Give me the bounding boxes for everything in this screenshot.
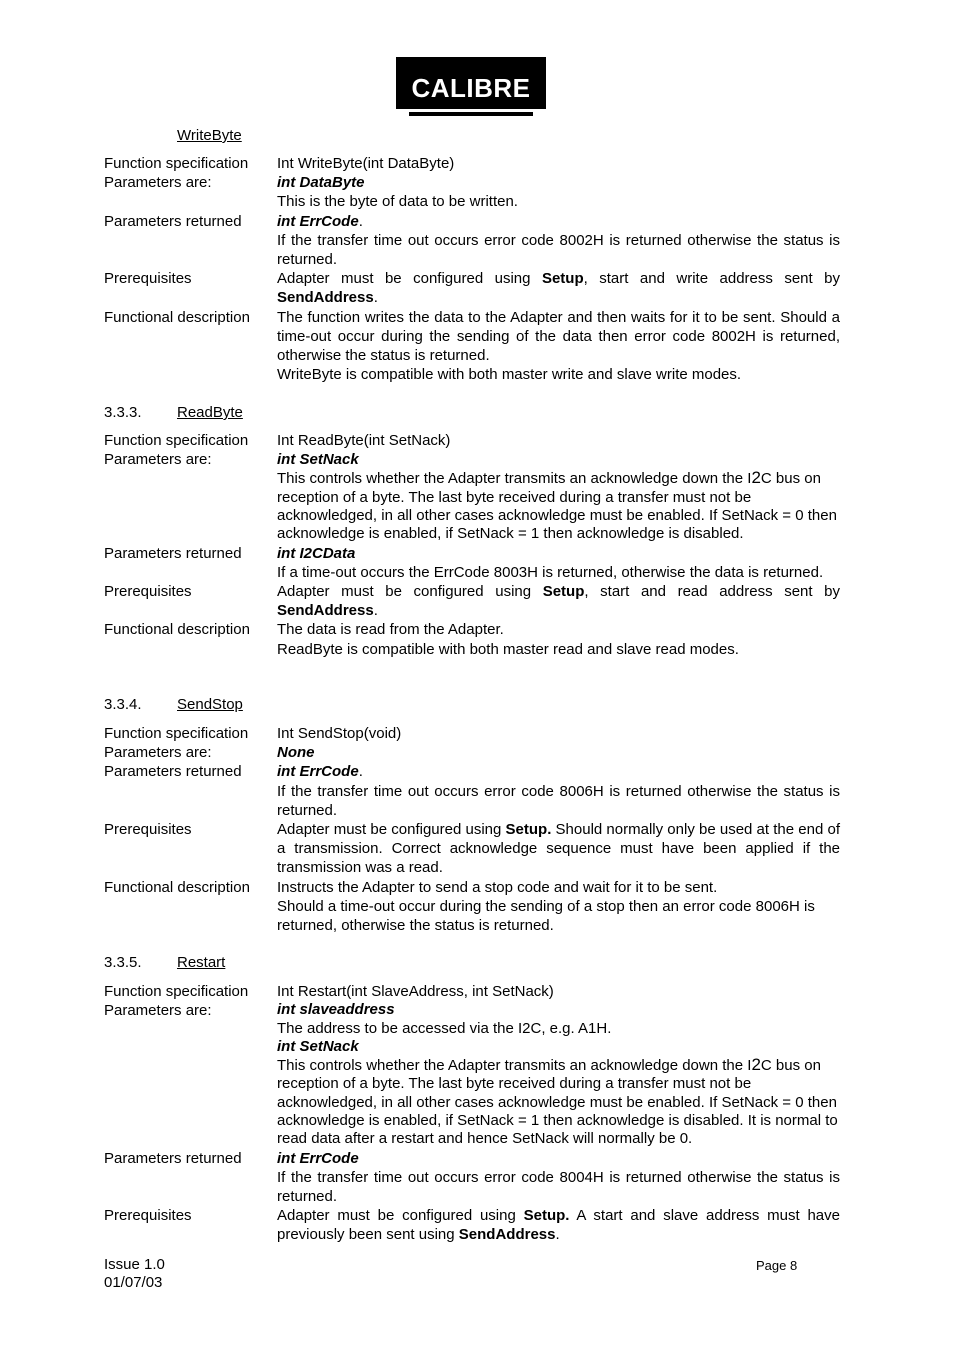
return-name: int ErrCode [277,212,359,230]
label-returned: Parameters returned [104,1149,242,1167]
func-desc-2: WriteByte is compatible with both master write and slave write modes. [277,366,742,384]
row-returned: Parameters returned int ErrCode. If the transfer time out occurs error code 8002H is returned otherwise the status is returned. [104,212,840,269]
label-returned: Parameters returned [104,212,242,230]
func-desc-1: The function writes the data to the Adapter and then waits for it to be sent. Should a time-out occur during the sending of the data then error code 8002H is returned, otherwise the status is returned. [277,308,840,365]
label-params: Parameters are: [104,174,212,192]
logo-underline [409,112,533,116]
prereq-text: Adapter must be configured using Setup. Should normally only be used at the end of a transmission. Correct acknowledge sequence must have been applied if the transmission was a read. [277,821,840,877]
label-returned: Parameters returned [104,544,242,562]
return-desc: If the transfer time out occurs error code 8004H is returned otherwise the status is returned. [277,1168,840,1205]
section-readbyte [104,431,840,659]
return-desc: If the transfer time out occurs error code 8006H is returned otherwise the status is returned. [277,782,840,819]
value-func-spec: Int WriteByte(int DataByte) [277,155,455,172]
heading-number: 3.3.4. [104,696,142,713]
label-prereq: Prerequisites [104,270,192,288]
heading-restart [104,954,225,972]
label-params: Parameters are: [104,1002,212,1020]
param1-name: int slaveaddress [277,1001,395,1019]
value-func-spec: Int Restart(int SlaveAddress, int SetNack) [277,983,554,1000]
heading-readbyte [104,404,243,422]
func-desc-2: Should a time-out occur during the sending of a stop then an error code 8006H is returned, otherwise the status is returned. [277,897,815,935]
func-desc-1: The data is read from the Adapter. [277,621,504,639]
param-desc: This is the byte of data to be written. [277,193,518,211]
label-prereq: Prerequisites [104,583,192,600]
return-name: int ErrCode [277,763,359,781]
heading-title: ReadByte [177,404,243,421]
label-func-desc: Functional description [104,621,250,639]
heading-title: Restart [177,954,226,971]
return-desc: If the transfer time out occurs error code 8002H is returned otherwise the status is returned. [277,231,840,269]
row-func-desc [104,308,840,385]
heading-sendstop [104,696,243,714]
label-params: Parameters are: [104,744,212,762]
label-func-spec: Function specification [104,432,249,449]
label-prereq: Prerequisites [104,821,192,839]
logo-text: CALIBRE [411,73,531,103]
issue-date: 01/07/03 [104,1274,163,1291]
label-func-spec: Function specification [104,983,249,1000]
param-desc: This controls whether the Adapter transmits an acknowledge down the I2C bus on reception of a byte. The last byte received during a transfer must not be acknowledged, in all other cases acknowledge must be enabled. If SetNack = 0 then acknowledge is enabled, if SetNack = 1 then acknowledge is disabled. [277,468,837,543]
heading-number: 3.3.3. [104,404,142,421]
heading-writebyte [104,127,242,145]
issue-number: Issue 1.0 [104,1256,165,1273]
param-name: int SetNack [277,451,359,469]
label-prereq: Prerequisites [104,1207,192,1225]
section-restart [104,982,840,1245]
label-params: Parameters are: [104,451,212,469]
func-desc-2: ReadByte is compatible with both master read and slave read modes. [277,640,739,658]
return-name: int I2CData [277,544,356,562]
prereq-text: Adapter must be configured using Setup. A start and slave address must have previously been sent using SendAddress. [277,1207,840,1244]
label-func-spec: Function specification [104,725,249,742]
param2-name: int SetNack [277,1037,359,1055]
prereq-text: Adapter must be configured using Setup, start and write address sent by SendAddress. [277,270,840,307]
row-params [104,173,840,211]
param-name: None [277,744,315,762]
label-func-desc: Functional description [104,878,250,896]
section-sendstop: Function specification Int SendStop(void) Parameters are: None Parameters returned int ErrCode. If the transfer time out occurs error code 8006H is returned otherwise the status is returned. Prerequisites Adapter must be configured using Setup. Should normally only be used at the end of a transmission. Correct acknowledge sequence must have been applied if the transmission was a read. Functional description Instructs the Adapter to send a stop code and wait for it to be sent. Should a time-out occur during the sending of a stop then an error code 8006H is returned, otherwise the status is returned. [104,725,840,935]
footer-issue [104,1256,165,1292]
param-name: int DataByte [277,174,365,192]
value-func-spec: Int ReadByte(int SetNack) [277,432,451,449]
heading-title: WriteByte [177,127,242,144]
func-desc-1: Instructs the Adapter to send a stop code and wait for it to be sent. [277,878,718,896]
return-name: int ErrCode [277,1149,359,1167]
label-func-desc: Functional description [104,308,250,326]
heading-number: 3.3.5. [104,954,142,971]
section-writebyte [104,154,840,384]
page-number: Page 8 [756,1258,798,1273]
label-returned: Parameters returned [104,763,242,781]
calibre-logo [396,57,546,109]
row-func-spec [104,154,840,173]
param2-desc: This controls whether the Adapter transmits an acknowledge down the I2C bus on reception of a byte. The last byte received during a transfer must not be acknowledged, in all other cases acknowledge must be enabled. If SetNack = 0 then acknowledge is enabled, if SetNack = 1 then acknowledge is disabled. It is normal to read data after a restart and hence SetNack will normally be 0. [277,1055,838,1148]
return-desc: If a time-out occurs the ErrCode 8003H is returned, otherwise the data is returned. [277,563,824,581]
param1-desc: The address to be accessed via the I2C, e.g. A1H. [277,1019,612,1037]
value-func-spec: Int SendStop(void) [277,725,402,742]
prereq-text: Adapter must be configured using Setup, start and read address sent by SendAddress. [277,583,840,620]
row-prereq [104,269,840,307]
heading-title: SendStop [177,696,243,713]
label-func-spec: Function specification [104,155,249,172]
